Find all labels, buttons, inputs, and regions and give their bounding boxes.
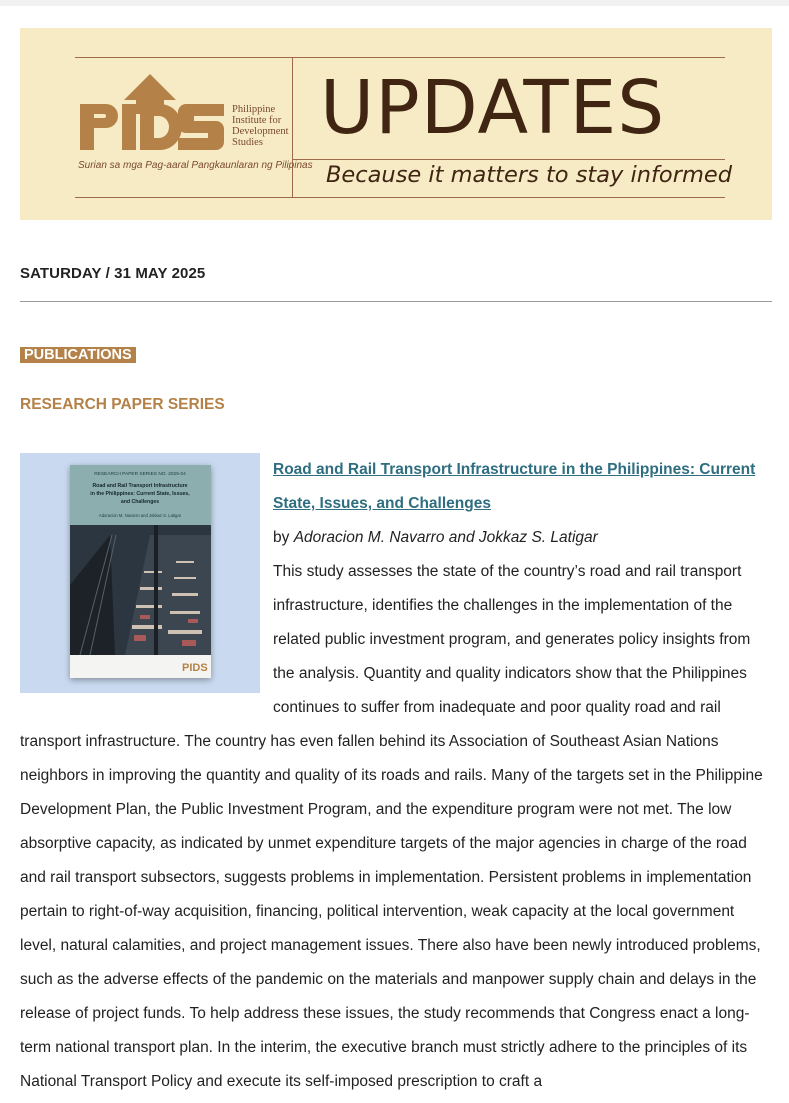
cover-title-line: in the Philippines: Current State, Issues, [90,491,190,497]
institute-line: Development [232,126,289,137]
series-heading: RESEARCH PAPER SERIES [20,396,225,413]
logo-tagline: Surian sa mga Pag-aaral Pangkaunlaran ng Pilipinas [78,160,313,171]
institute-line: Philippine [232,104,276,115]
logo-text: PIDS [78,74,81,75]
header-banner [20,28,772,220]
cover-art [70,465,211,678]
pids-logo [78,70,313,180]
cover-series-no: RESEARCH PAPER SERIES NO. 2025-04 [94,472,186,477]
article-title-link[interactable]: Road and Rail Transport Infrastructure in the Philippines: Current State, Issues, and Challenges [273,461,756,512]
book-cover [70,465,211,678]
article [20,453,772,1099]
cover-image[interactable] [20,453,260,693]
cover-title-line: and Challenges [120,499,160,505]
banner-tagline: Because it matters to stay informed [326,162,732,188]
divider [20,301,772,302]
banner-rule-bottom [75,197,725,198]
cover-logo: PIDS [182,662,208,674]
institute-line: Studies [232,137,263,148]
cover-authors: Adoracion M. Navarro and Jokkaz S. Latigar [98,513,182,518]
institute-name [232,104,302,148]
article-authors: Adoracion M. Navarro and Jokkaz S. Latigar [293,529,598,546]
banner-rule-top [75,57,725,58]
issue-date: SATURDAY / 31 MAY 2025 [20,265,206,282]
banner-rule-middle [292,159,725,160]
banner-title: UPDATES [320,65,666,151]
section-label: PUBLICATIONS [20,347,136,363]
pids-logo-mark [78,74,228,154]
institute-line: Institute for [232,115,282,126]
newsletter [20,28,772,1099]
article-abstract: This study assesses the state of the country’s road and rail transport infrastructure, identifies the challenges in the implementation of the related public investment program, and generates policy insights from the analysis. Quantity and quality indicators show that the Philippines continues to suffer from inadequate and poor quality road and rail transport infrastructure. The country has even fallen behind its Association of Southeast Asian Nations neighbors in improving the quantity and quality of its roads and rails. Many of the targets set in the Philippine Development Plan, the Public Investment Program, and the expenditure program were not met. The low absorptive capacity, as indicated by unmet expenditure targets of the major agencies in charge of the road and rail transport subsectors, suggests problems in implementation. Persistent problems in implementation pertain to right-of-way acquisition, financing, political intervention, weak capacity at the local government level, natural calamities, and project management issues. There also have been newly introduced problems, such as the adverse effects of the pandemic on the materials and manpower supply chain and delays in the release of project funds. To help address these issues, the study recommends that Congress enact a long-term national transport plan. In the interim, the executive branch must strictly adhere to the principles of its National Transport Policy and execute its self-imposed prescription to craft a [20,563,763,1090]
top-bar [0,0,789,6]
byline-prefix: by [273,529,290,546]
cover-title-line: Road and Rail Transport Infrastructure [92,483,188,489]
